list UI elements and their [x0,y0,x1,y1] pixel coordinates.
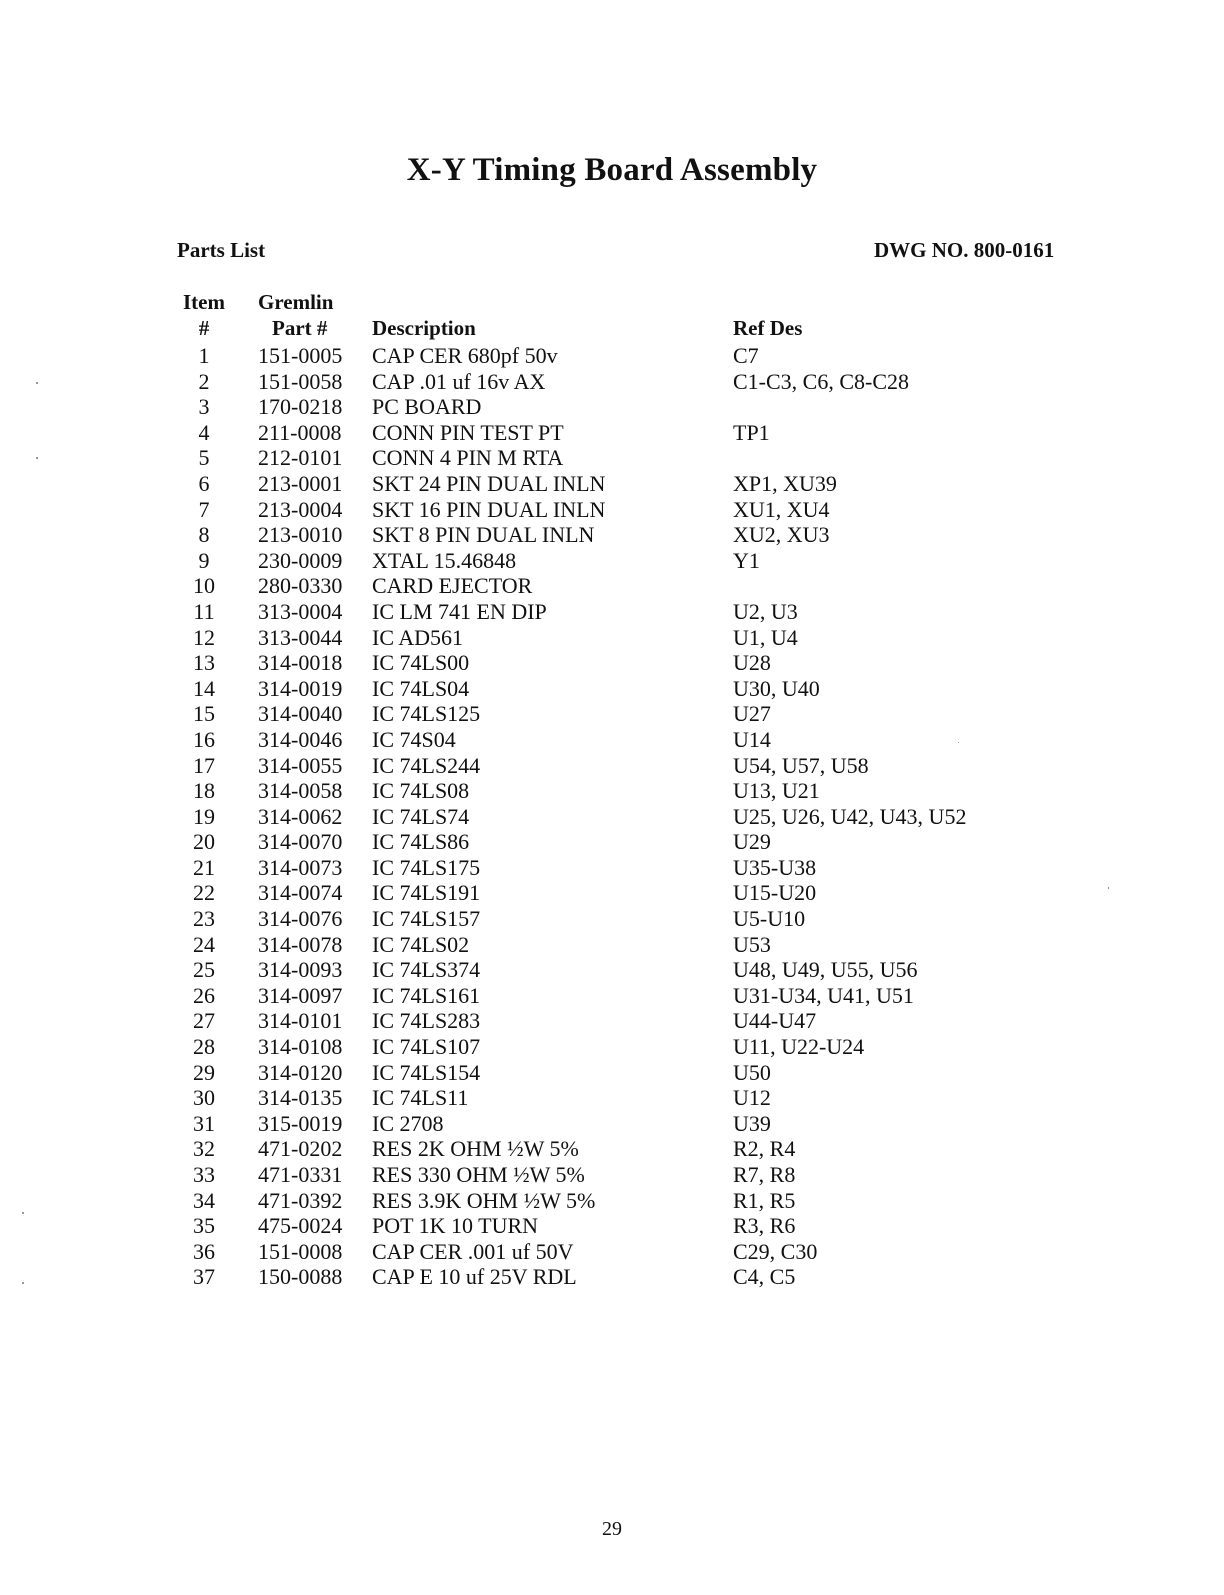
part-number-cell: 471-0331 [258,1162,343,1187]
table-row [0,1034,1224,1060]
column-header-ref-des: Ref Des [733,316,803,340]
item-number-cell: 35 [193,1213,215,1239]
ref-des-cell: XP1, XU39 [733,470,837,496]
item-number-cell: 29 [193,1059,215,1085]
item-number-cell: 27 [193,1008,215,1034]
part-number-cell: 280-0330 [258,573,343,599]
part-number-cell: 314-0135 [258,1085,343,1111]
part-number-cell: 314-0097 [258,982,343,1008]
part-number-cell: 313-0044 [258,624,343,650]
scan-speck [22,1212,24,1214]
parts-table [0,343,1224,1290]
ref-des-cell: U44-U47 [733,1008,817,1034]
item-number-cell: 34 [193,1187,215,1213]
description-cell: SKT 16 PIN DUAL INLN [372,496,606,522]
item-number-cell: 32 [193,1136,215,1162]
scan-speck [36,382,38,384]
part-number-cell: 213-0010 [258,522,343,548]
table-row [0,1085,1224,1111]
ref-des-cell: U14 [733,726,771,752]
ref-des-cell: U53 [733,931,771,957]
table-row [0,1136,1224,1162]
item-number-cell: 21 [193,854,215,880]
table-row [0,1008,1224,1034]
item-number-cell: 6 [198,470,210,496]
table-row [0,676,1224,702]
description-cell: CONN PIN TEST PT [372,419,564,445]
table-row [0,573,1224,599]
item-number-cell: 16 [193,726,215,752]
description-cell: IC LM 741 EN DIP [372,598,547,624]
item-number-cell: 2 [198,368,210,394]
item-number-cell: 28 [193,1034,215,1060]
part-number-cell: 314-0062 [258,803,343,829]
column-header-part-number: Part # [272,316,328,340]
table-row [0,701,1224,727]
part-number-cell: 314-0073 [258,854,343,880]
part-number-cell: 314-0055 [258,752,343,778]
table-row [0,932,1224,958]
ref-des-cell: C1-C3, C6, C8-C28 [733,368,910,394]
description-cell: IC 2708 [372,1110,444,1136]
ref-des-cell: U12 [733,1085,771,1111]
ref-des-cell: XU1, XU4 [733,496,830,522]
table-row [0,471,1224,497]
column-header-description: Description [372,316,476,340]
part-number-cell: 212-0101 [258,445,343,471]
part-number-cell: 314-0108 [258,1034,343,1060]
item-number-cell: 22 [193,880,215,906]
ref-des-cell: C7 [733,343,759,368]
description-cell: RES 3.9K OHM ½W 5% [372,1187,596,1213]
item-number-cell: 24 [193,931,215,957]
item-number-cell: 20 [193,829,215,855]
description-cell: IC 74LS175 [372,854,481,880]
item-number-cell: 26 [193,982,215,1008]
part-number-cell: 151-0058 [258,368,343,394]
ref-des-cell: U25, U26, U42, U43, U52 [733,803,967,829]
description-cell: IC 74LS283 [372,1008,481,1034]
description-cell: IC 74LS191 [372,880,481,906]
item-number-cell: 10 [193,573,215,599]
table-row [0,906,1224,932]
item-number-cell: 7 [198,496,210,522]
item-number-cell: 33 [193,1162,215,1187]
item-number-cell: 18 [193,778,215,804]
table-row [0,727,1224,753]
item-number-cell: 12 [193,624,215,650]
part-number-cell: 230-0009 [258,547,343,573]
part-number-cell: 314-0046 [258,726,343,752]
table-row [0,420,1224,446]
column-header-item-number: # [198,316,210,340]
description-cell: IC 74LS08 [372,778,470,804]
ref-des-cell: C4, C5 [733,1264,796,1290]
ref-des-cell: U35-U38 [733,854,817,880]
ref-des-cell: U30, U40 [733,675,820,701]
table-row [0,778,1224,804]
table-row [0,445,1224,471]
table-row [0,548,1224,574]
page-title: X-Y Timing Board Assembly [406,152,818,188]
description-cell: IC 74LS11 [372,1085,469,1111]
part-number-cell: 314-0058 [258,778,343,804]
table-row [0,804,1224,830]
part-number-cell: 315-0019 [258,1110,343,1136]
table-row [0,625,1224,651]
ref-des-cell: U11, U22-U24 [733,1034,865,1060]
ref-des-cell: R7, R8 [733,1162,796,1187]
description-cell: IC 74LS154 [372,1059,481,1085]
ref-des-cell: U5-U10 [733,906,806,932]
description-cell: IC 74S04 [372,726,456,752]
item-number-cell: 11 [193,598,215,624]
table-row [0,1111,1224,1137]
item-number-cell: 3 [198,394,210,420]
table-row [0,343,1224,369]
ref-des-cell: U31-U34, U41, U51 [733,982,914,1008]
scan-speck [36,457,38,459]
part-number-cell: 151-0008 [258,1238,343,1264]
description-cell: IC 74LS02 [372,931,470,957]
description-cell: IC AD561 [372,624,464,650]
table-row [0,394,1224,420]
table-row [0,1213,1224,1239]
ref-des-cell: U39 [733,1110,771,1136]
table-row [0,829,1224,855]
description-cell: IC 74LS04 [372,675,470,701]
description-cell: IC 74LS374 [372,957,481,983]
ref-des-cell: U29 [733,829,771,855]
part-number-cell: 213-0004 [258,496,343,522]
part-number-cell: 314-0076 [258,906,343,932]
part-number-cell: 314-0074 [258,880,343,906]
description-cell: IC 74LS00 [372,650,470,676]
description-cell: IC 74LS125 [372,701,481,727]
table-row [0,650,1224,676]
description-cell: SKT 24 PIN DUAL INLN [372,470,606,496]
table-row [0,1239,1224,1265]
description-cell: CAP CER 680pf 50v [372,343,558,368]
item-number-cell: 25 [193,957,215,983]
part-number-cell: 314-0018 [258,650,343,676]
part-number-cell: 151-0005 [258,343,343,368]
table-row [0,983,1224,1009]
ref-des-cell: U50 [733,1059,771,1085]
item-number-cell: 13 [193,650,215,676]
part-number-cell: 313-0004 [258,598,343,624]
ref-des-cell: Y1 [733,547,760,573]
table-row [0,1060,1224,1086]
description-cell: IC 74LS74 [372,803,470,829]
ref-des-cell: U27 [733,701,771,727]
ref-des-cell: U48, U49, U55, U56 [733,957,918,983]
ref-des-cell: TP1 [733,419,770,445]
description-cell: IC 74LS161 [372,982,481,1008]
ref-des-cell: U13, U21 [733,778,820,804]
column-header-item: Item [183,290,225,314]
column-header-gremlin: Gremlin [258,290,334,314]
part-number-cell: 314-0101 [258,1008,343,1034]
part-number-cell: 314-0070 [258,829,343,855]
item-number-cell: 23 [193,906,215,932]
description-cell: IC 74LS86 [372,829,470,855]
description-cell: IC 74LS244 [372,752,481,778]
description-cell: RES 330 OHM ½W 5% [372,1162,585,1187]
ref-des-cell: R1, R5 [733,1187,796,1213]
item-number-cell: 17 [193,752,215,778]
table-row [0,855,1224,881]
description-cell: IC 74LS157 [372,906,481,932]
part-number-cell: 314-0078 [258,931,343,957]
item-number-cell: 15 [193,701,215,727]
table-row [0,880,1224,906]
item-number-cell: 31 [193,1110,215,1136]
description-cell: CARD EJECTOR [372,573,533,599]
item-number-cell: 19 [193,803,215,829]
description-cell: SKT 8 PIN DUAL INLN [372,522,595,548]
item-number-cell: 5 [198,445,210,471]
part-number-cell: 314-0120 [258,1059,343,1085]
table-row [0,957,1224,983]
part-number-cell: 314-0093 [258,957,343,983]
item-number-cell: 30 [193,1085,215,1111]
part-number-cell: 471-0202 [258,1136,343,1162]
description-cell: RES 2K OHM ½W 5% [372,1136,579,1162]
scan-speck [958,742,959,743]
description-cell: IC 74LS107 [372,1034,481,1060]
ref-des-cell: U2, U3 [733,598,798,624]
part-number-cell: 471-0392 [258,1187,343,1213]
ref-des-cell: XU2, XU3 [733,522,830,548]
item-number-cell: 14 [193,675,215,701]
table-row [0,1162,1224,1188]
part-number-cell: 170-0218 [258,394,343,420]
description-cell: CAP E 10 uf 25V RDL [372,1264,577,1290]
table-row [0,599,1224,625]
item-number-cell: 37 [193,1264,215,1290]
part-number-cell: 314-0040 [258,701,343,727]
description-cell: POT 1K 10 TURN [372,1213,539,1239]
item-number-cell: 4 [198,419,210,445]
item-number-cell: 9 [198,547,210,573]
part-number-cell: 213-0001 [258,470,343,496]
part-number-cell: 211-0008 [258,419,342,445]
part-number-cell: 150-0088 [258,1264,343,1290]
table-row [0,369,1224,395]
ref-des-cell: U15-U20 [733,880,817,906]
ref-des-cell: U1, U4 [733,624,798,650]
description-cell: CAP .01 uf 16v AX [372,368,546,394]
table-row [0,497,1224,523]
part-number-cell: 314-0019 [258,675,343,701]
item-number-cell: 36 [193,1238,215,1264]
item-number-cell: 1 [198,343,210,368]
description-cell: CONN 4 PIN M RTA [372,445,564,471]
table-row [0,1264,1224,1290]
ref-des-cell: C29, C30 [733,1238,818,1264]
description-cell: CAP CER .001 uf 50V [372,1238,574,1264]
item-number-cell: 8 [198,522,210,548]
ref-des-cell: R2, R4 [733,1136,796,1162]
scan-speck [22,1282,24,1284]
parts-list-label: Parts List [177,238,266,262]
drawing-number: DWG NO. 800-0161 [874,238,1055,262]
ref-des-cell: U54, U57, U58 [733,752,869,778]
ref-des-cell: R3, R6 [733,1213,796,1239]
description-cell: PC BOARD [372,394,482,420]
table-row [0,522,1224,548]
ref-des-cell: U28 [733,650,771,676]
table-row [0,1188,1224,1214]
part-number-cell: 475-0024 [258,1213,343,1239]
description-cell: XTAL 15.46848 [372,547,517,573]
scan-speck [1108,887,1109,889]
table-row [0,753,1224,779]
page-number: 29 [602,1518,622,1540]
